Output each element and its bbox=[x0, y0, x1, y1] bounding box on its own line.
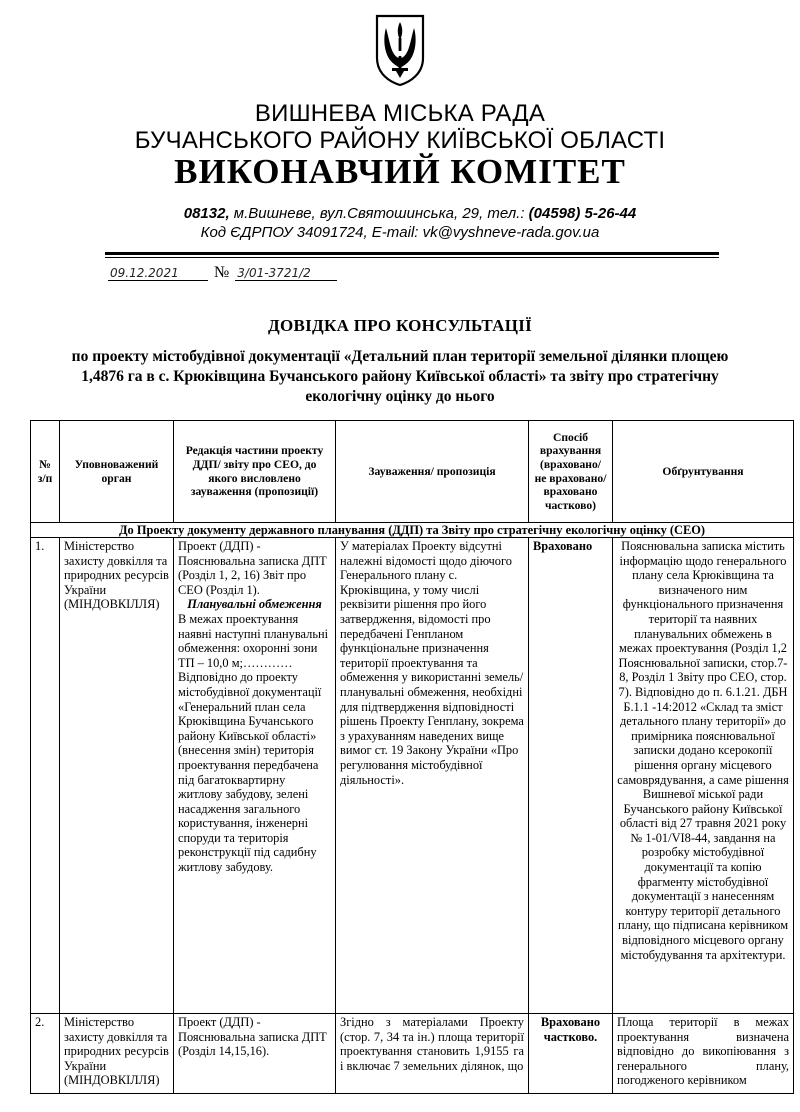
table-row bbox=[31, 1014, 794, 1094]
header-num: № з/п bbox=[31, 421, 60, 523]
letterhead-rule-thick bbox=[105, 252, 719, 255]
council-district: БУЧАНСЬКОГО РАЙОНУ КИЇВСЬКОЇ ОБЛАСТІ bbox=[134, 127, 666, 154]
row-edition-heading: Планувальні обмеження bbox=[187, 597, 322, 612]
edrpou-email-line: Код ЄДРПОУ 34091724, E-mail: vk@vyshneve-rada.gov.ua bbox=[200, 224, 600, 241]
registration-line bbox=[108, 264, 337, 282]
section-title: До Проекту документу державного планування (ДДП) та Звіту про стратегічну екологічну оцінку (СЕО) bbox=[31, 523, 794, 538]
header-method: Спосіб врахування (враховано/ не враховано/ враховано частково) bbox=[529, 421, 613, 523]
row-remarks: Згідно з матеріалами Проекту (стор. 7, 34 та ін.) площа території проектування становить 1,9155 га і включає 7 земельних ділянок, що bbox=[336, 1014, 529, 1094]
address-text: м.Вишневе, вул.Святошинська, 29, тел.: bbox=[229, 205, 529, 222]
table-header-row bbox=[31, 421, 794, 523]
address-line bbox=[10, 205, 800, 222]
trident-coat-of-arms-icon bbox=[374, 14, 426, 86]
consultations-table bbox=[30, 420, 794, 1094]
row-authority: Міністерство захисту довкілля та природних ресурсів України (МІНДОВКІЛЛЯ) bbox=[60, 1014, 174, 1094]
row-justification: Площа території в межах проектування визначена відповідно до викопіювання з генерального плану, погодженого керівником bbox=[613, 1014, 794, 1094]
header-authority: Уповноважений орган bbox=[60, 421, 174, 523]
row-edition-intro: Проект (ДДП) - Пояснювальна записка ДПТ (Розділ 14,15,16). bbox=[178, 1015, 327, 1059]
document-subject: по проекту містобудівної документації «Детальний план території земельної ділянки площею 1,4876 га в с. Крюківщина Бучанського району Київської області» та звіту про стратегічну екологічну оцінку до нього bbox=[71, 348, 729, 405]
registration-number-sign: № bbox=[214, 264, 230, 281]
row-edition-intro: Проект (ДДП) - Пояснювальна записка ДПТ (Розділ 1, 2, 16) Звіт про СЕО (Розділ 1). bbox=[178, 539, 327, 597]
row-remarks: У матеріалах Проекту відсутні належні відомості щодо діючого Генерального плану с. Крюківщина, у тому числі реквізити рішення про його затвердження, відомості про передбачені Генпланом функціональне призначення території проектування та обмеження у використанні земель/планувальні обмеження, необхідні для підтвердження відповідності рішень Проекту Генплану, зокрема з урахуванням наведених вище вимог ст. 19 Закону України «Про регулювання містобудівної діяльності». bbox=[336, 538, 529, 1014]
registration-number: 3/01-3721/2 bbox=[235, 266, 337, 281]
row-method: Враховано частково. bbox=[529, 1014, 613, 1094]
letterhead-rule-thin bbox=[105, 257, 719, 258]
table-row bbox=[31, 538, 794, 1014]
row-edition-body: В межах проектування наявні наступні планувальні обмеження: охоронні зони ТП – 10,0 м;………… Відповідно до проекту містобудівної документації «Генеральний план села Крюківщина Бучанського району Київської області» (внесення змін) територія проектування передбачена під багатоквартирну житлову забудову, зелені насадження загального користування, інженерні споруди та територія реконструкції під садибну житлову забудову. bbox=[178, 611, 329, 875]
address-postcode: 08132, bbox=[183, 205, 230, 222]
council-name: ВИШНЕВА МІСЬКА РАДА bbox=[254, 100, 546, 127]
address-phone: (04598) 5-26-44 bbox=[528, 205, 637, 222]
row-edition bbox=[174, 538, 336, 1014]
row-edition bbox=[174, 1014, 336, 1094]
registration-date: 09.12.2021 bbox=[108, 266, 208, 281]
document-title: ДОВІДКА ПРО КОНСУЛЬТАЦІЇ bbox=[267, 316, 533, 335]
header-justification: Обґрунтування bbox=[613, 421, 794, 523]
header-edition: Редакція частини проекту ДДП/ звіту про СЕО, до якого висловлено зауваження (пропозиції) bbox=[174, 421, 336, 523]
row-authority: Міністерство захисту довкілля та природних ресурсів України (МІНДОВКІЛЛЯ) bbox=[60, 538, 174, 1014]
row-num: 1. bbox=[31, 538, 60, 1014]
row-justification: Пояснювальна записка містить інформацію щодо генерального плану села Крюківщина та визначеного ним функціонального призначення території та наявних планувальних обмежень в межах проектування (Розділ 1,2 Пояснювальної записки, стор.7-8, Розділ 1 Звіту про СЕО, стор. 7). Відповідно до п. 6.1.21. ДБН Б.1.1 -14:2012 «Склад та зміст детального плану території» до примірника пояснювальної записки додано ксерокопії рішення органу місцевого самоврядування, а саме рішення Вишневої міської ради Бучанського району Київської області від 27 травня 2021 року № 1-01/VI8-44, завдання на розробку містобудівної документації та копію фрагменту містобудівної документації з нанесенням контуру території детального плану, що підписана керівником відповідного місцевого органу містобудування та архітектури. bbox=[613, 538, 794, 1014]
row-num: 2. bbox=[31, 1014, 60, 1094]
executive-committee-title: ВИКОНАВЧИЙ КОМІТЕТ bbox=[174, 152, 626, 191]
header-remarks: Зауваження/ пропозиція bbox=[336, 421, 529, 523]
table-section-row bbox=[31, 523, 794, 538]
row-method: Враховано bbox=[529, 538, 613, 1014]
